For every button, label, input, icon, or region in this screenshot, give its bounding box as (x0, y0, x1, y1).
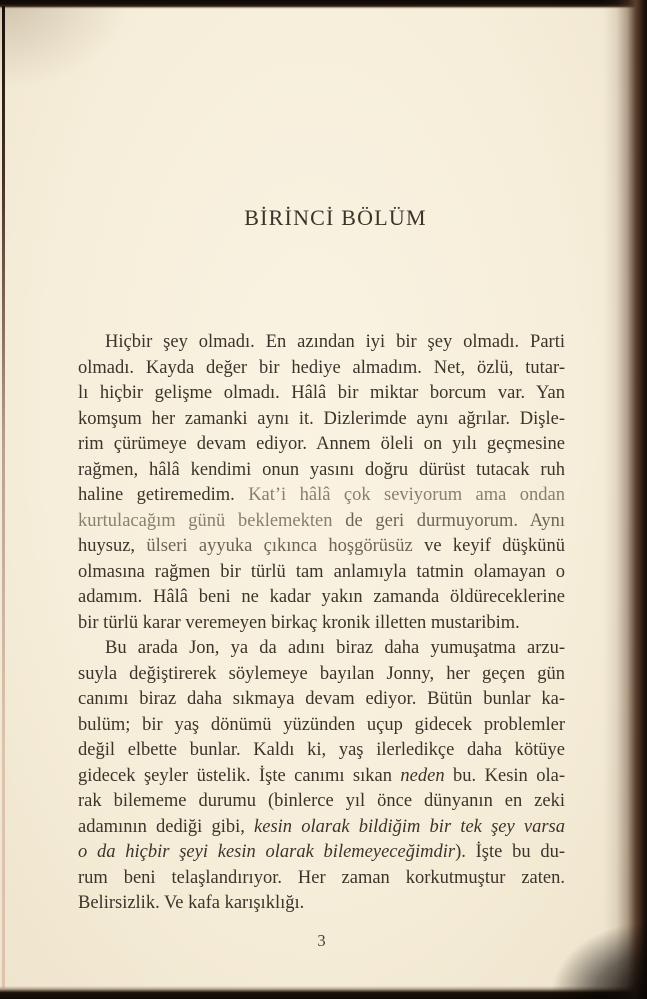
text-segment: ülseri ayyuka çıkınca hoşgörüsüz (146, 536, 413, 556)
text-segment: değil elbette bunlar. Kaldı ki, yaş ilerledikçe daha kötüye (78, 740, 565, 760)
text-segment: Hiçbir şey olmadı. En azından iyi bir şey olmadı. Parti (105, 332, 565, 352)
text-line (78, 509, 565, 535)
text-segment: bulüm; bir yaş dönümü yüzünden uçup gidecek problemler (78, 714, 565, 735)
text-block (78, 330, 565, 917)
text-segment: Kat’i hâlâ çok seviyorum ama ondan (248, 485, 565, 505)
text-segment: haline getiremedim. (78, 485, 249, 505)
chapter-title: BİRİNCİ BÖLÜM (244, 205, 427, 230)
text-line (78, 764, 565, 790)
text-segment: olmasına rağmen bir türlü tam anlamıyla tatmin olamayan o (78, 561, 565, 582)
scan-edge-right (603, 0, 647, 999)
text-segment: canımı biraz daha sıkmaya devam ediyor. Bütün bunlar ka- (78, 689, 565, 709)
text-line (78, 713, 565, 739)
text-segment: gidecek şeyler üstelik. İşte canımı sıkan (78, 765, 401, 786)
text-line (78, 891, 565, 917)
text-line (78, 585, 565, 611)
text-line (78, 330, 565, 356)
text-line (78, 407, 565, 433)
text-segment: suyla değiştirerek söylemeye bayılan Jonny, her geçen gün (78, 663, 565, 684)
scan-edge-bottom (0, 986, 647, 999)
text-line (78, 458, 565, 484)
scan-edge-top (0, 0, 647, 9)
top-left-corner-shade (0, 0, 130, 90)
text-line (78, 483, 565, 509)
text-segment: de geri durmuyorum. Aynı (345, 510, 565, 531)
text-segment: rum beni telaşlandırıyor. Her zaman korkutmuştur zaten. (78, 867, 565, 888)
text-segment: rak bilememe durumu (binlerce yıl önce dünyanın en zeki (78, 791, 565, 811)
text-segment: neden (400, 765, 445, 786)
text-segment: rim çürümeye devam ediyor. Annem öleli on yılı geçmesine (78, 434, 565, 454)
text-line (78, 381, 565, 407)
page-number: 3 (317, 931, 326, 950)
text-segment: adamının dediği gibi, (78, 816, 255, 837)
text-segment: o da hiçbir şeyi kesin olarak bilemeyeceğimdir (78, 842, 456, 862)
text-segment: rağmen, hâlâ kendimi onun yasını doğru dürüst tutacak ruh (78, 459, 565, 480)
text-line (78, 560, 565, 586)
text-line (78, 636, 565, 662)
text-line (78, 534, 565, 560)
text-line (78, 662, 565, 688)
text-line (78, 738, 565, 764)
text-segment: lı hiçbir gelişme olmadı. Hâlâ bir miktar borcum var. Yan (78, 383, 565, 403)
text-segment: komşum her zamanki aynı it. Dizlerimde aynı ağrılar. Dişle- (78, 408, 565, 429)
text-line (78, 432, 565, 458)
text-segment: ). İşte bu du- (455, 842, 565, 862)
text-segment: Belirsizlik. Ve kafa karışıklığı. (78, 893, 305, 913)
text-line (78, 866, 565, 892)
text-line (78, 840, 565, 866)
text-segment: huysuz, (78, 536, 147, 556)
text-segment: ve keyif düşkünü (412, 536, 565, 556)
text-line (78, 687, 565, 713)
text-segment: kesin olarak bildiğim bir tek şey varsa (254, 816, 565, 837)
text-line (78, 815, 565, 841)
text-segment: kurtulacağım günü beklemekten (78, 510, 346, 531)
text-line (78, 611, 565, 637)
text-segment: bir türlü karar veremeyen birkaç kronik illetten mustaribim. (78, 612, 520, 633)
text-line (78, 789, 565, 815)
bottom-right-corner-shadow (552, 924, 647, 999)
scan-edge-left (2, 6, 5, 989)
text-segment: Bu arada Jon, ya da adını biraz daha yumuşatma arzu- (105, 638, 565, 658)
text-line (78, 356, 565, 382)
text-segment: olmadı. Kayda değer bir hediye almadım. Net, özlü, tutar- (78, 357, 565, 378)
text-segment: bu. Kesin ola- (444, 765, 565, 786)
text-segment: adamım. Hâlâ beni ne kadar yakın zamanda öldüreceklerine (78, 587, 565, 607)
